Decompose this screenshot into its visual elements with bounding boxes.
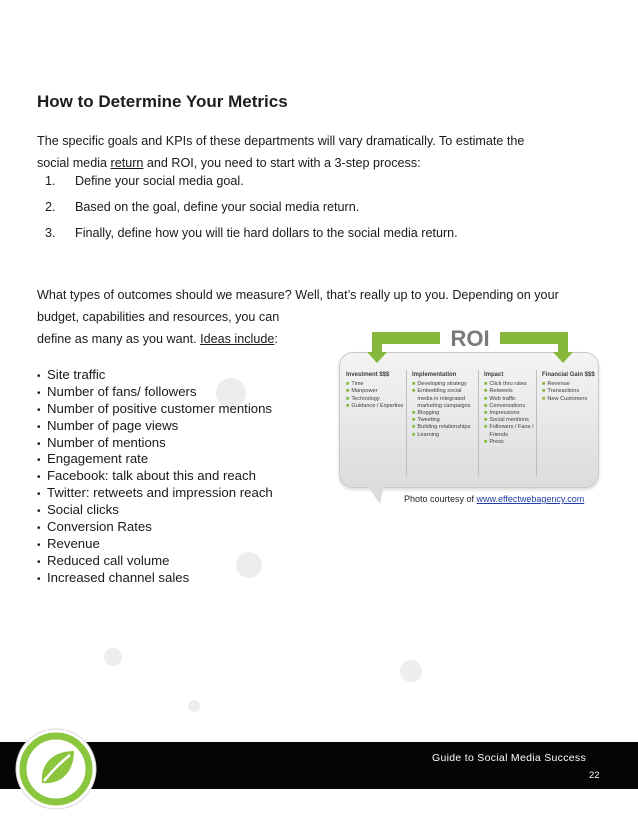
roi-bullet-icon: ■ — [412, 381, 416, 388]
caption-prefix: Photo courtesy of — [404, 494, 477, 504]
idea-item — [37, 519, 273, 536]
idea-item — [37, 485, 273, 502]
idea-text: Site traffic — [47, 367, 106, 382]
roi-bullet-icon: ■ — [484, 424, 488, 431]
bullet: • — [37, 404, 41, 416]
roi-bullet-icon: ■ — [346, 395, 350, 402]
page-title: How to Determine Your Metrics — [37, 92, 288, 111]
footer-title: Guide to Social Media Success — [432, 752, 587, 764]
roi-item-text: Revenue — [547, 381, 570, 388]
idea-text: Number of fans/ followers — [47, 383, 197, 399]
roi-item — [542, 381, 596, 388]
bullet: • — [37, 455, 41, 467]
roi-item-text: Click thru rates — [489, 381, 527, 388]
idea-item — [37, 367, 273, 384]
roi-bubble-tail — [366, 484, 384, 504]
roi-divider — [478, 370, 479, 476]
decorative-dot — [400, 660, 422, 682]
idea-item — [37, 384, 273, 401]
roi-bullet-icon: ■ — [346, 388, 350, 395]
roi-item-text: Embedding social media in integrated marketing campaigns — [417, 388, 471, 409]
idea-text: Twitter: retweets and impression reach — [47, 485, 273, 501]
roi-item — [484, 410, 534, 417]
idea-item — [37, 418, 273, 435]
roi-item — [484, 381, 534, 388]
roi-column-head: Financial Gain $$$ — [542, 372, 595, 378]
outcomes-line-3-prefix: define as many as you want. — [37, 332, 201, 346]
idea-text: Social clicks — [47, 502, 119, 518]
decorative-dot — [188, 700, 200, 712]
roi-column — [346, 372, 404, 410]
roi-item — [412, 424, 476, 431]
roi-item-text: Press — [489, 438, 504, 445]
roi-item — [542, 388, 596, 395]
roi-item — [484, 439, 534, 446]
bullet: • — [37, 506, 41, 518]
roi-item — [484, 396, 534, 403]
idea-text: Engagement rate — [47, 451, 149, 467]
roi-item — [412, 410, 476, 417]
bullet: • — [37, 573, 41, 585]
roi-item — [412, 381, 476, 388]
roi-item-text: Technology — [351, 395, 380, 402]
roi-item-text: New Customers — [547, 395, 588, 402]
roi-item-text: Learning — [417, 431, 440, 438]
roi-bullet-icon: ■ — [484, 417, 488, 424]
roi-bullet-icon: ■ — [484, 388, 488, 395]
roi-item — [346, 381, 404, 388]
roi-item — [542, 396, 596, 403]
outcomes-line-2: budget, capabilities and resources, you can — [37, 310, 280, 324]
roi-item — [484, 424, 534, 438]
roi-bullet-icon: ■ — [412, 424, 416, 431]
step-number: 3. — [45, 226, 56, 240]
roi-bullet-icon: ■ — [484, 395, 488, 402]
idea-text: Facebook: talk about this and reach — [47, 468, 256, 484]
roi-item-text: Web traffic — [489, 395, 516, 402]
outcomes-line-1: What types of outcomes should we measure? Well, that’s really up to you. Depending on your — [37, 288, 559, 302]
roi-bullet-icon: ■ — [484, 402, 488, 409]
step-text: Define your social media goal. — [75, 174, 244, 188]
roi-item — [412, 388, 476, 410]
roi-divider — [406, 370, 407, 476]
bullet: • — [37, 438, 41, 450]
roi-bullet-icon: ■ — [542, 395, 546, 402]
idea-text: Increased channel sales — [47, 569, 190, 585]
roi-item-text: Blogging — [417, 410, 440, 417]
roi-item-text: Developing strategy — [417, 381, 467, 388]
idea-item — [37, 468, 273, 485]
roi-item-text: Conversations — [489, 402, 526, 409]
ideas-list — [37, 367, 273, 587]
step-item — [45, 194, 458, 220]
step-number: 1. — [45, 174, 56, 188]
roi-bullet-icon: ■ — [412, 410, 416, 417]
bullet: • — [37, 387, 41, 399]
intro-line-2-suffix: and ROI, you need to start with a 3-step process: — [143, 156, 421, 170]
roi-bullet-icon: ■ — [346, 402, 350, 409]
roi-item-text: Social mentions — [489, 417, 529, 424]
roi-arrow-right-head — [553, 352, 573, 363]
photo-caption — [404, 494, 584, 504]
idea-text: Number of positive customer mentions — [47, 400, 273, 416]
idea-item — [37, 536, 273, 553]
roi-item-text: Transactions — [547, 388, 580, 395]
roi-item — [484, 417, 534, 424]
roi-item — [412, 417, 476, 424]
roi-divider — [536, 370, 537, 476]
idea-item — [37, 570, 273, 587]
intro-line-2-prefix: social media — [37, 156, 111, 170]
bullet: • — [37, 371, 41, 382]
roi-item — [412, 432, 476, 439]
roi-arrow-right-stem — [558, 332, 568, 352]
steps-list — [45, 168, 458, 246]
bullet: • — [37, 539, 41, 551]
roi-item — [484, 403, 534, 410]
roi-column-head: Implementation — [412, 372, 457, 378]
roi-label: ROI — [450, 326, 490, 351]
roi-column-head: Impact — [484, 372, 504, 378]
roi-column — [484, 372, 534, 446]
roi-item — [484, 388, 534, 395]
roi-item-text: Guidance / Expertise — [351, 402, 404, 409]
roi-item-text: Followers / Fans / Friends — [489, 424, 534, 438]
roi-item — [346, 396, 404, 403]
page-number: 22 — [589, 770, 600, 781]
roi-item-text: Tweeting — [417, 417, 440, 424]
roi-bullet-icon: ■ — [484, 410, 488, 417]
roi-item-text: Retweets — [489, 388, 513, 395]
roi-arrow-left-stem — [372, 332, 382, 352]
roi-diagram — [336, 326, 604, 510]
bullet: • — [37, 523, 41, 535]
roi-item-text: Time — [351, 381, 364, 388]
roi-column — [412, 372, 476, 439]
roi-arrow-left-head — [367, 352, 387, 363]
roi-column-head: Investment $$$ — [346, 372, 390, 378]
roi-bullet-icon: ■ — [346, 381, 350, 388]
intro-line-1: The specific goals and KPIs of these departments will vary dramatically. To estimate the — [37, 134, 525, 148]
roi-item — [346, 388, 404, 395]
roi-bullet-icon: ■ — [412, 431, 416, 438]
idea-item — [37, 553, 273, 570]
bullet: • — [37, 472, 41, 484]
roi-item-text: Building relationships — [417, 424, 471, 431]
return-link[interactable]: return — [110, 156, 144, 170]
roi-item — [346, 403, 404, 410]
roi-bullet-icon: ■ — [412, 417, 416, 424]
roi-arrow-left-bar — [372, 332, 440, 344]
idea-item — [37, 451, 273, 468]
roi-column — [542, 372, 596, 403]
bullet: • — [37, 489, 41, 501]
idea-text: Conversion Rates — [47, 519, 152, 535]
idea-text: Revenue — [47, 535, 100, 551]
caption-link[interactable]: www.effectwebagency.com — [476, 494, 585, 504]
ideas-include-link[interactable]: Ideas include — [200, 332, 275, 346]
roi-item-text: Manpower — [351, 388, 378, 395]
roi-bullet-icon: ■ — [542, 388, 546, 395]
roi-bullet-icon: ■ — [484, 381, 488, 388]
roi-item-text: Impressions — [489, 410, 520, 417]
step-number: 2. — [45, 200, 56, 214]
idea-item — [37, 502, 273, 519]
roi-bullet-icon: ■ — [484, 438, 488, 445]
step-item — [45, 168, 458, 194]
idea-text: Reduced call volume — [47, 552, 170, 568]
bullet: • — [37, 556, 41, 568]
step-text: Finally, define how you will tie hard dollars to the social media return. — [75, 226, 458, 240]
roi-bullet-icon: ■ — [412, 388, 416, 395]
step-item — [45, 220, 458, 246]
step-text: Based on the goal, define your social media return. — [75, 200, 360, 214]
outcomes-line-3-suffix: : — [274, 332, 278, 346]
idea-text: Number of mentions — [47, 434, 166, 450]
idea-item — [37, 435, 273, 452]
idea-text: Number of page views — [47, 417, 179, 433]
idea-item — [37, 401, 273, 418]
bullet: • — [37, 421, 41, 433]
roi-bullet-icon: ■ — [542, 381, 546, 388]
decorative-dot — [104, 648, 122, 666]
leaf-logo-icon — [14, 727, 98, 811]
